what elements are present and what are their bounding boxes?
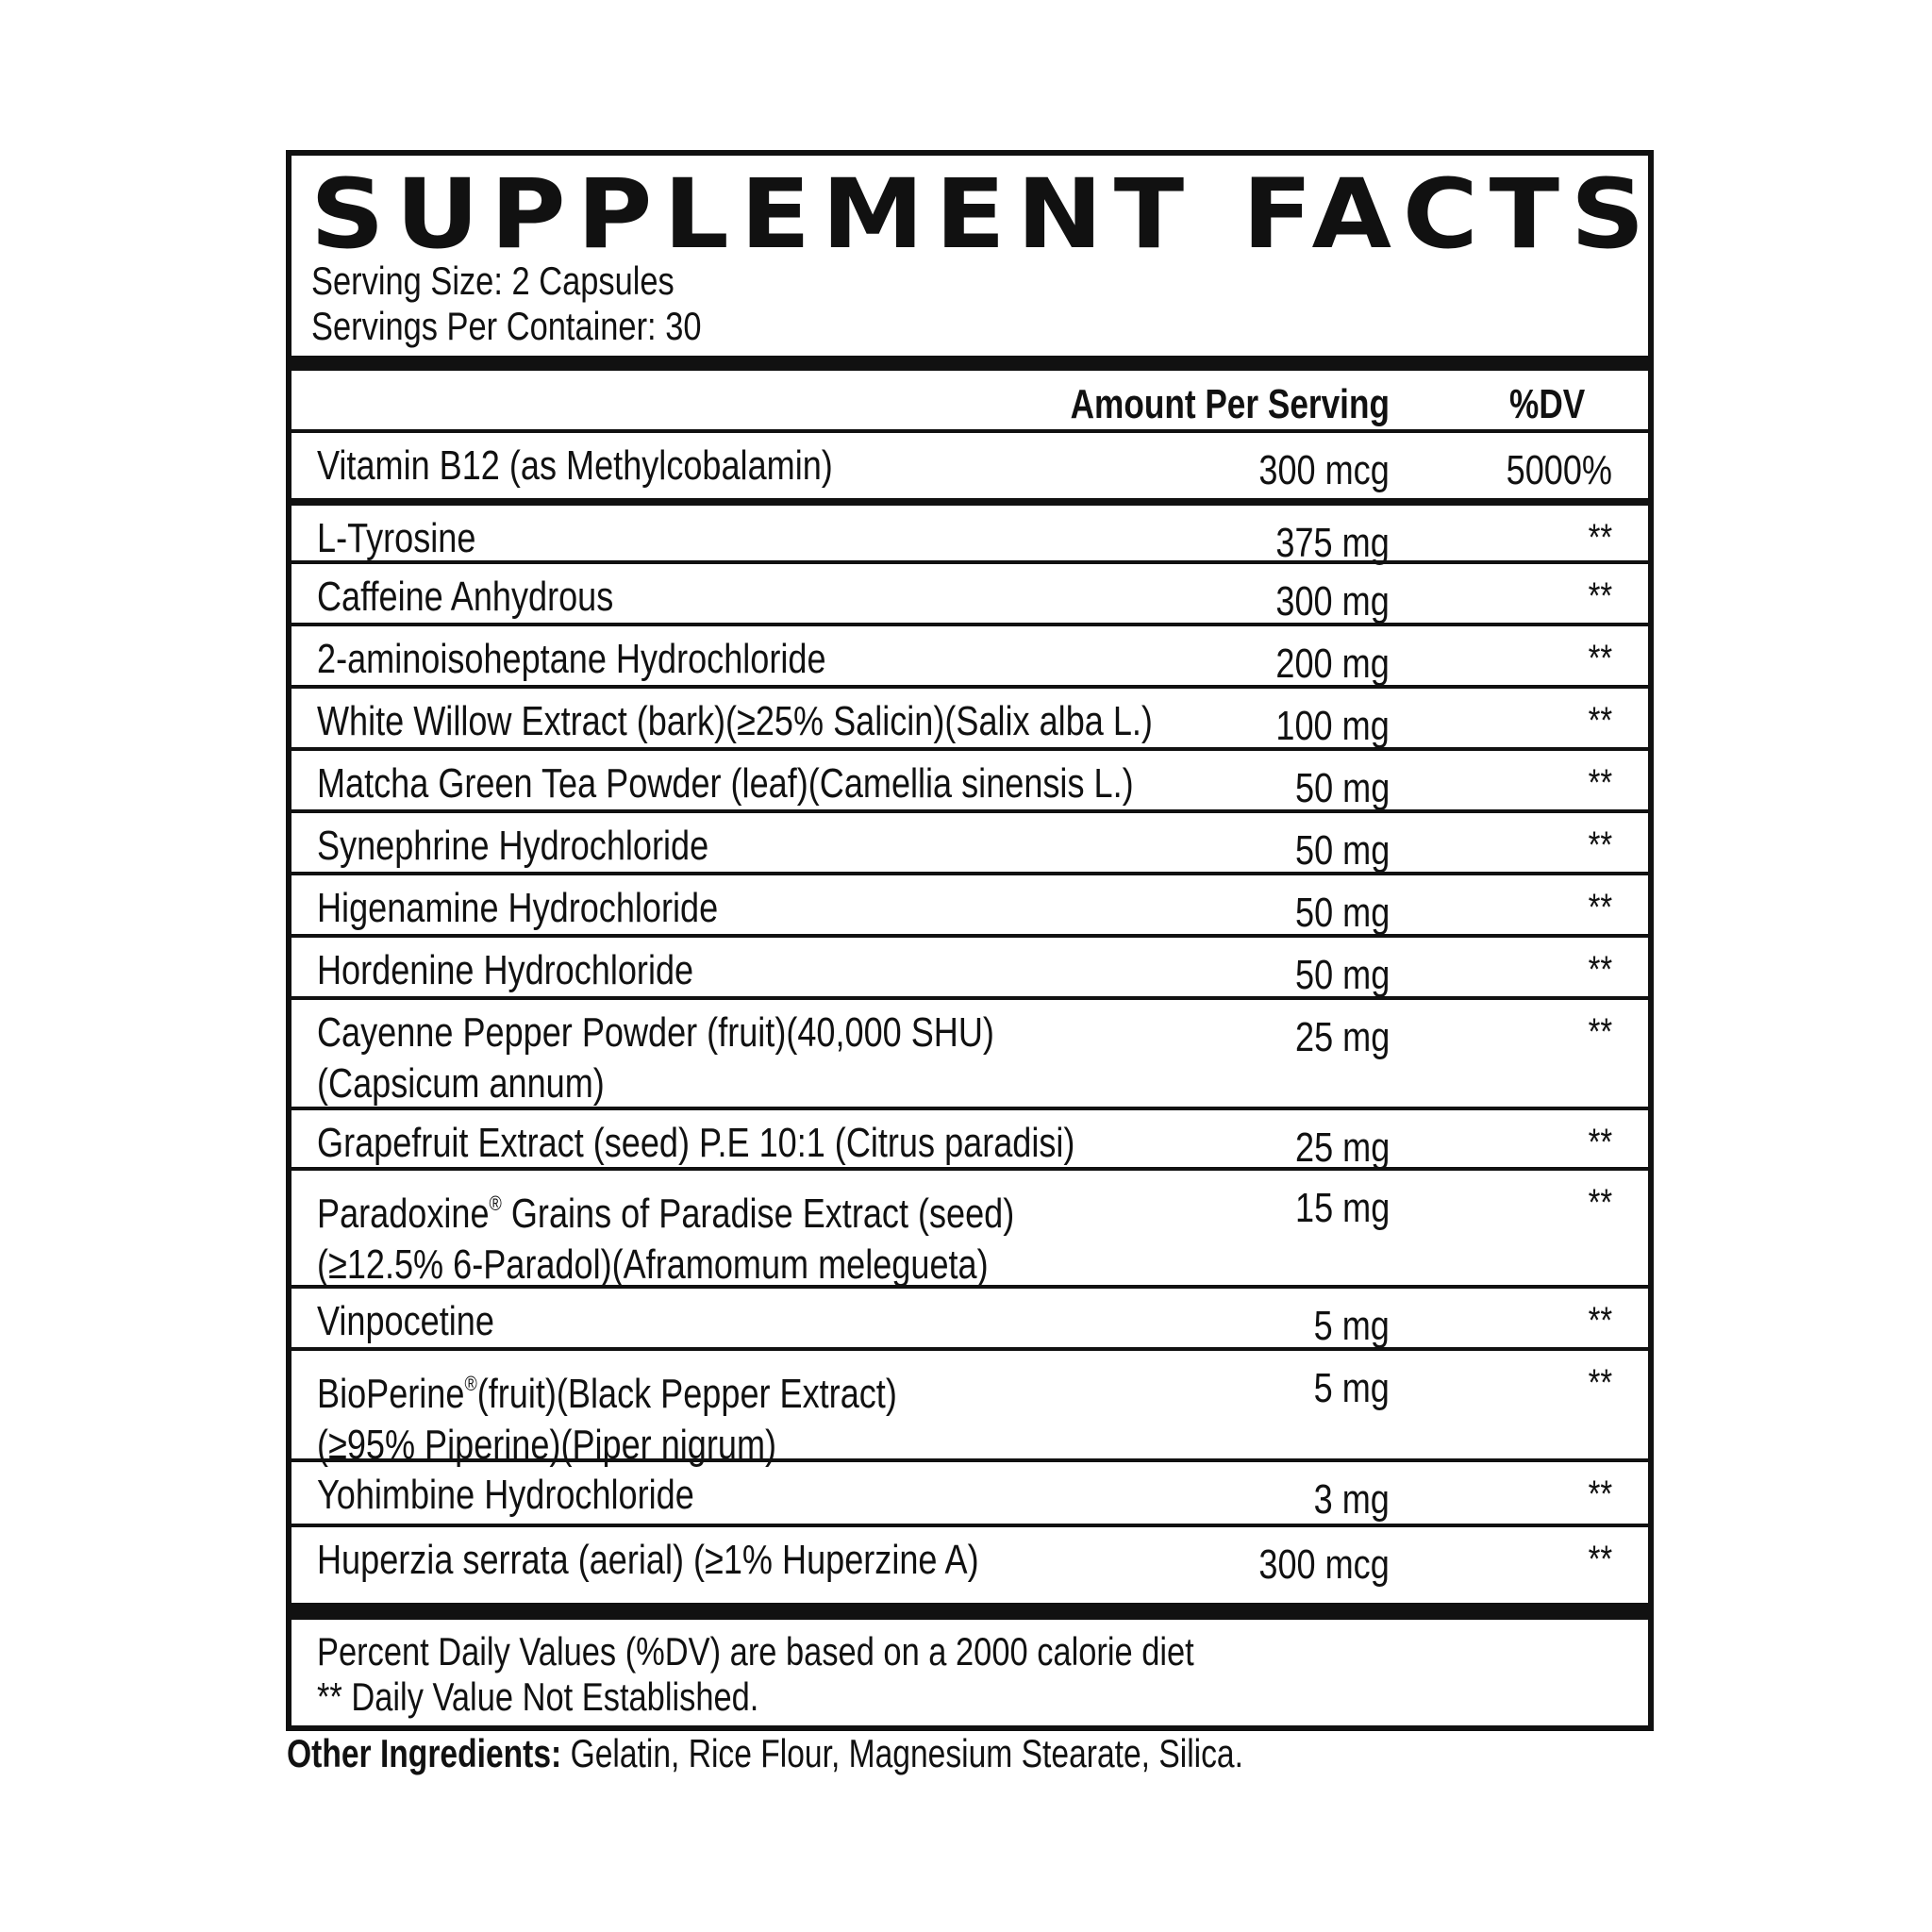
table-row — [291, 809, 1648, 872]
ingredient-name-rest: Grains of Paradise Extract (seed) — [501, 1191, 1015, 1237]
ingredient-dv: ** — [1588, 1474, 1612, 1515]
table-row — [291, 1458, 1648, 1524]
table-row — [291, 1524, 1648, 1586]
ingredient-amount: 25 mg — [1294, 1124, 1390, 1171]
ingredient-dv: ** — [1588, 700, 1612, 741]
ingredient-amount: 100 mg — [1275, 703, 1390, 749]
ingredient-name — [317, 1178, 1014, 1291]
table-row — [291, 872, 1648, 934]
ingredient-amount: 15 mg — [1294, 1185, 1390, 1231]
ingredient-amount: 3 mg — [1313, 1476, 1390, 1523]
ingredient-name-line1: Cayenne Pepper Powder (fruit)(40,000 SHU) — [317, 1009, 994, 1056]
ingredient-dv: ** — [1588, 824, 1612, 866]
ingredient-amount: 5 mg — [1313, 1365, 1390, 1411]
footnote-not-established: ** Daily Value Not Established. — [317, 1674, 759, 1719]
ingredient-name: L-Tyrosine — [317, 515, 476, 561]
ingredient-name: Hordenine Hydrochloride — [317, 947, 694, 993]
table-row — [291, 498, 1648, 566]
table-row — [291, 1167, 1648, 1288]
ingredient-dv: ** — [1588, 762, 1612, 804]
ingredient-name: 2-aminoisoheptane Hydrochloride — [317, 636, 826, 682]
ingredient-dv: ** — [1588, 1539, 1612, 1580]
ingredient-amount: 300 mcg — [1258, 1541, 1390, 1588]
ingredient-name-line1: BioPerine — [317, 1371, 465, 1417]
ingredient-dv: ** — [1588, 949, 1612, 991]
ingredient-name-line1: Paradoxine — [317, 1191, 490, 1237]
ingredient-name: Synephrine Hydrochloride — [317, 823, 709, 869]
table-row — [291, 1285, 1648, 1347]
table-row — [291, 685, 1648, 747]
ingredient-dv: ** — [1588, 517, 1612, 558]
ingredient-name: Vinpocetine — [317, 1298, 494, 1344]
ingredient-name-line2: (Capsicum annum) — [317, 1060, 605, 1107]
other-ingredients — [287, 1731, 1243, 1775]
ingredient-name-rest: (fruit)(Black Pepper Extract) — [476, 1371, 897, 1417]
ingredient-amount: 50 mg — [1294, 952, 1390, 998]
ingredient-amount: 50 mg — [1294, 765, 1390, 811]
ingredient-dv: ** — [1588, 1182, 1612, 1224]
table-row — [291, 623, 1648, 685]
registered-mark: ® — [464, 1372, 477, 1395]
ingredient-name: Vitamin B12 (as Methylcobalamin) — [317, 442, 833, 489]
ingredient-dv: 5000% — [1506, 447, 1612, 493]
ingredient-name: Caffeine Anhydrous — [317, 574, 614, 620]
ingredient-dv: ** — [1588, 1362, 1612, 1404]
table-row — [291, 560, 1648, 623]
registered-mark: ® — [489, 1191, 502, 1215]
supplement-facts-panel — [286, 150, 1657, 1731]
thick-divider-bottom — [291, 1603, 1648, 1620]
ingredient-amount: 50 mg — [1294, 890, 1390, 936]
other-ingredients-text: Gelatin, Rice Flour, Magnesium Stearate, Silica. — [561, 1731, 1243, 1775]
ingredient-dv: ** — [1588, 638, 1612, 679]
ingredient-name: Yohimbine Hydrochloride — [317, 1472, 694, 1518]
header-percent-dv: %DV — [1508, 381, 1585, 427]
ingredient-amount: 300 mcg — [1258, 447, 1390, 493]
ingredient-name-line2: (≥12.5% 6-Paradol)(Aframomum melegueta) — [317, 1241, 989, 1288]
table-row — [291, 747, 1648, 809]
ingredient-name: Grapefruit Extract (seed) P.E 10:1 (Citrus paradisi) — [317, 1120, 1075, 1166]
ingredient-table — [291, 429, 1648, 1586]
table-row — [291, 934, 1648, 996]
ingredient-amount: 375 mg — [1275, 520, 1390, 566]
column-header-row — [291, 371, 1648, 429]
servings-per-container: Servings Per Container: 30 — [311, 304, 702, 348]
ingredient-dv: ** — [1588, 1011, 1612, 1053]
table-row — [291, 429, 1648, 498]
table-row — [291, 1107, 1648, 1171]
ingredient-amount: 200 mg — [1275, 641, 1390, 687]
ingredient-name: Higenamine Hydrochloride — [317, 885, 719, 931]
ingredient-name: Huperzia serrata (aerial) (≥1% Huperzine A) — [317, 1537, 979, 1583]
table-row — [291, 1347, 1648, 1468]
ingredient-amount: 50 mg — [1294, 827, 1390, 874]
other-ingredients-label: Other Ingredients: — [287, 1731, 562, 1775]
thick-divider-top — [291, 356, 1648, 371]
ingredient-dv: ** — [1588, 887, 1612, 928]
ingredient-name — [317, 1008, 994, 1109]
ingredient-name: White Willow Extract (bark)(≥25% Salicin)(Salix alba L.) — [317, 698, 1153, 744]
ingredient-amount: 300 mg — [1275, 578, 1390, 625]
header-amount-per-serving: Amount Per Serving — [1070, 381, 1390, 427]
ingredient-amount: 5 mg — [1313, 1303, 1390, 1349]
ingredient-dv: ** — [1588, 1122, 1612, 1163]
ingredient-amount: 25 mg — [1294, 1014, 1390, 1060]
ingredient-name — [317, 1358, 897, 1471]
label-title: SUPPLEMENT FACTS — [310, 158, 1657, 271]
ingredient-name: Matcha Green Tea Powder (leaf)(Camellia sinensis L.) — [317, 760, 1134, 807]
ingredient-dv: ** — [1588, 575, 1612, 617]
table-row — [291, 996, 1648, 1107]
serving-size: Serving Size: 2 Capsules — [311, 258, 675, 303]
ingredient-name-line2: (≥95% Piperine)(Piper nigrum) — [317, 1422, 777, 1468]
footnote-daily-values: Percent Daily Values (%DV) are based on a 2000 calorie diet — [317, 1629, 1194, 1674]
ingredient-dv: ** — [1588, 1300, 1612, 1341]
